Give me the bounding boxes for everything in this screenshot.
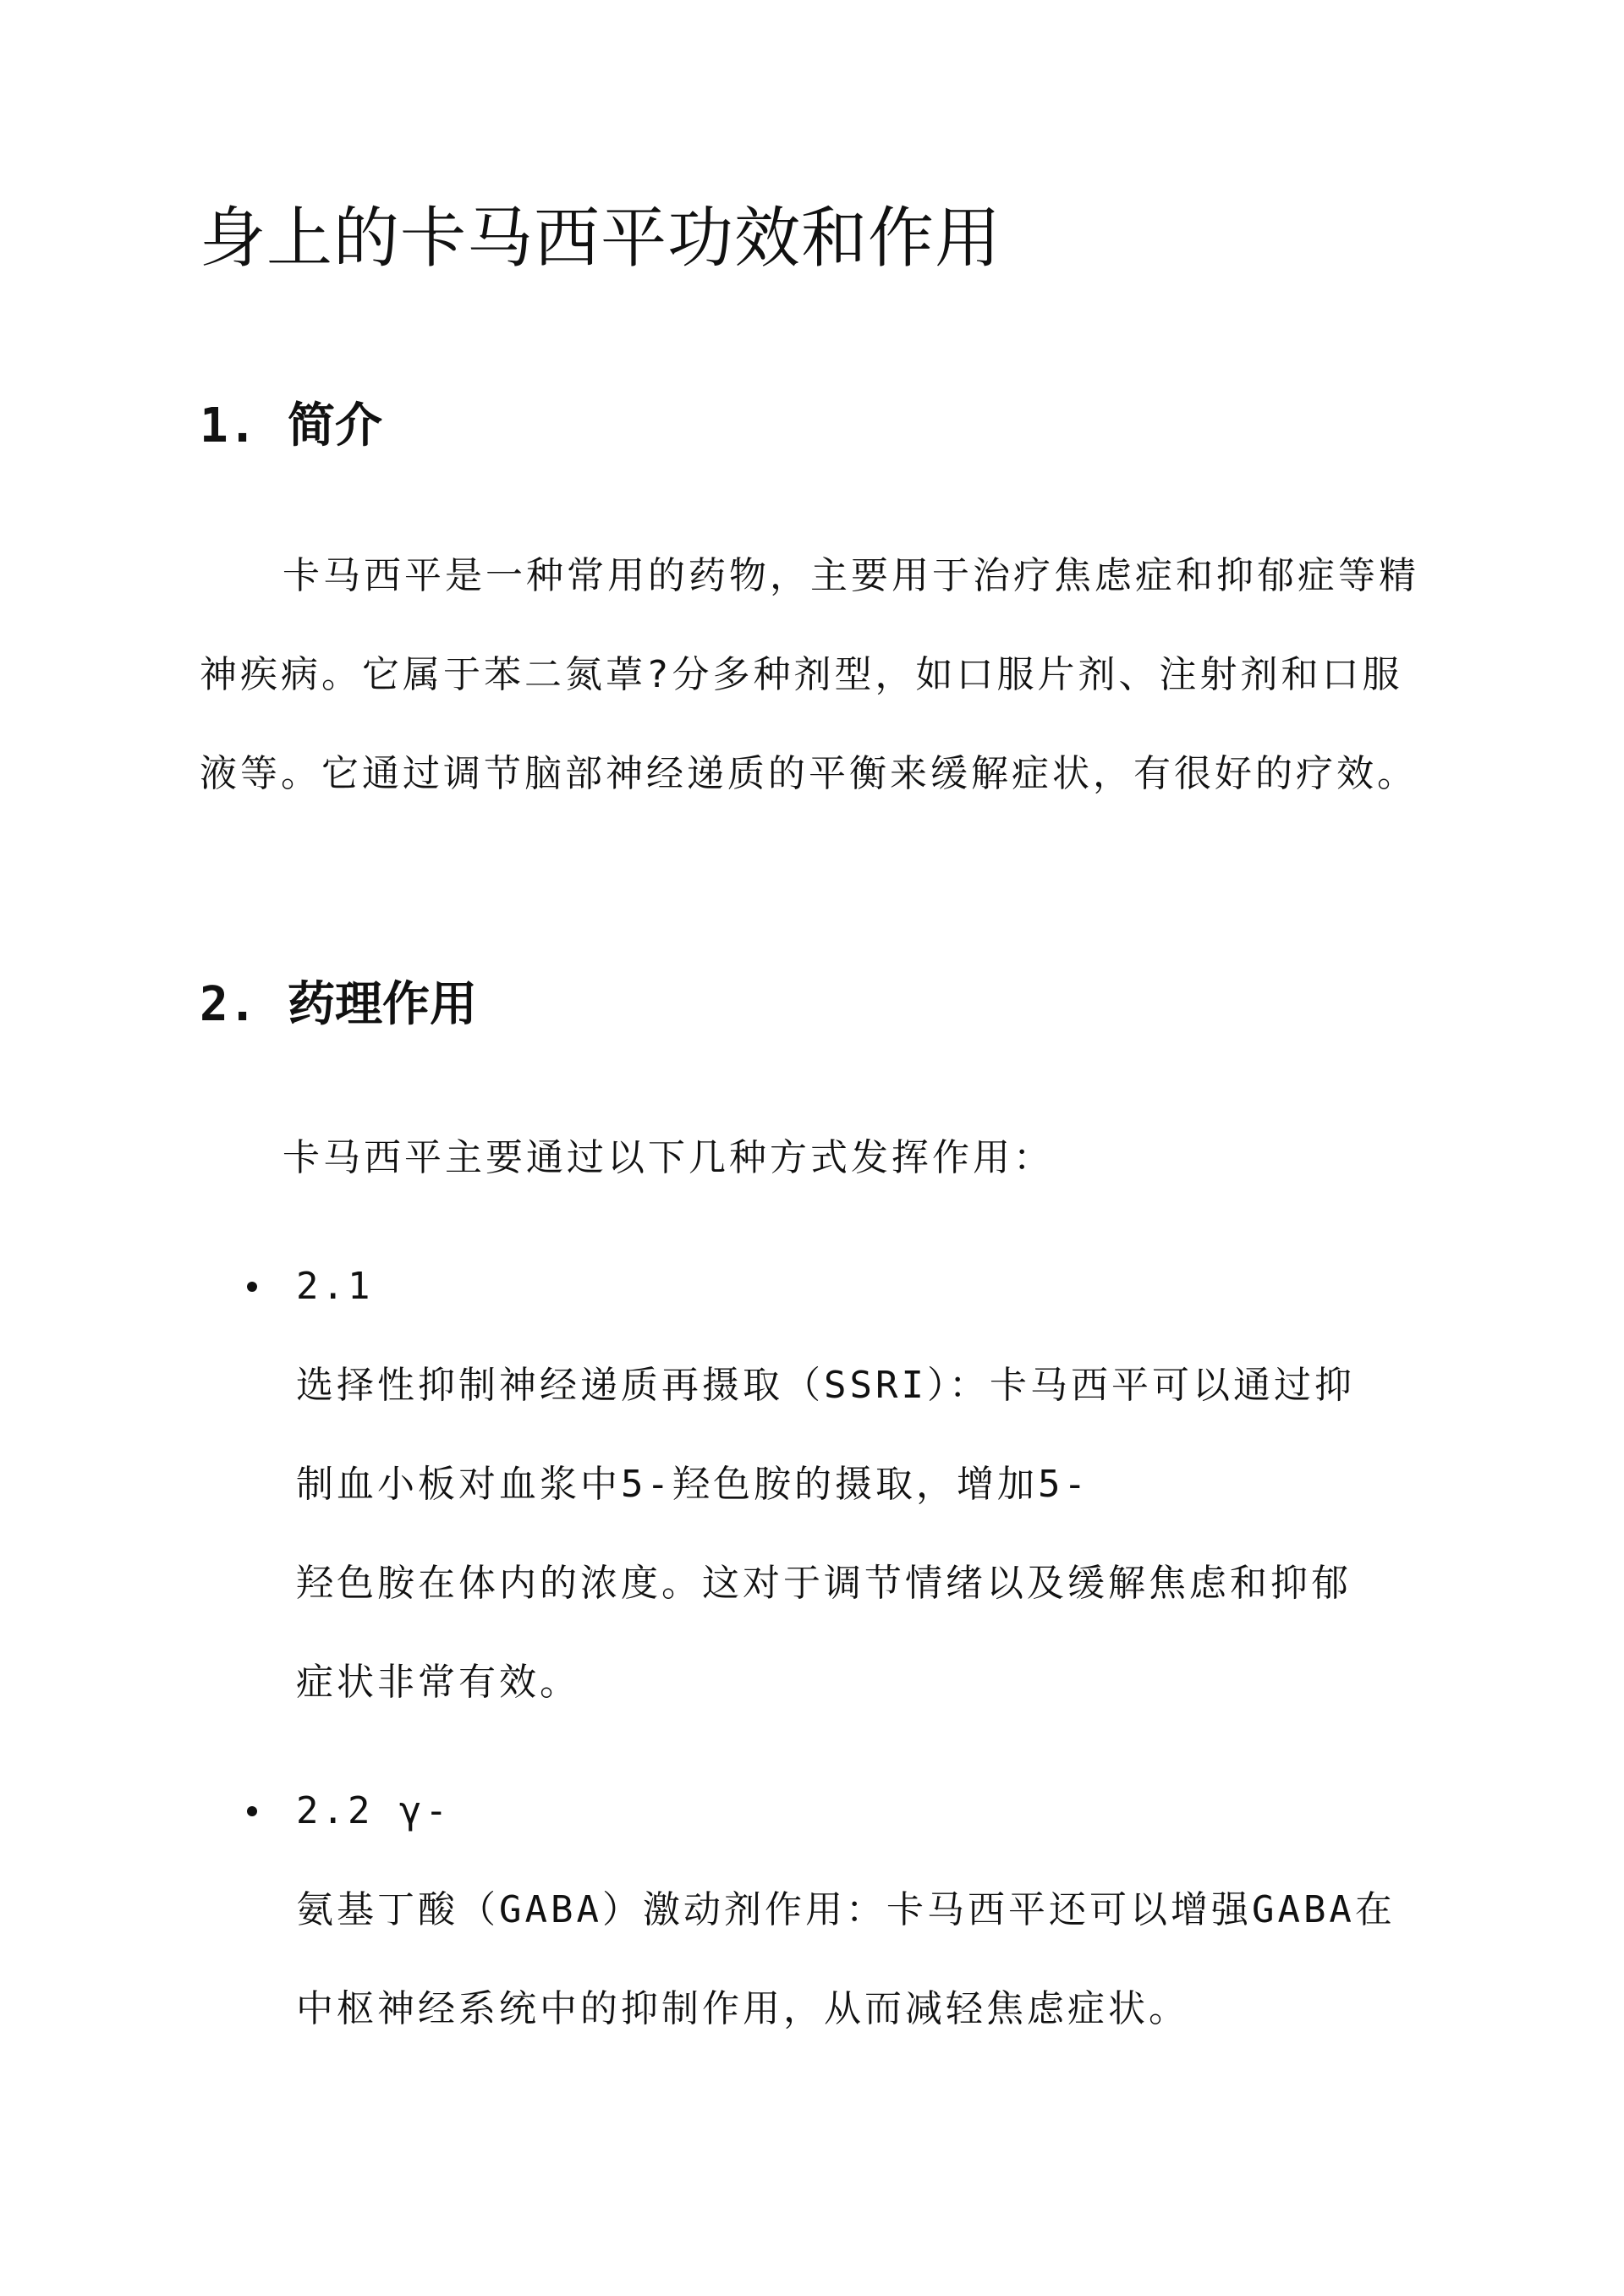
section-title: 药理作用 [288,977,477,1032]
section-heading-pharmacology [200,973,477,1037]
document-title: 身上的卡马西平功效和作用 [200,200,1002,277]
list-item-header [200,1237,1451,1336]
list-item-ssri [200,1237,1451,1732]
list-item-text: 制血小板对血浆中5-羟色胺的摄取，增加5- [296,1463,1089,1506]
list-item-text: 症状非常有效。 [296,1661,580,1704]
bullet-icon [247,1806,257,1816]
bullet-icon [247,1282,257,1292]
list-item-text: 中枢神经系统中的抑制作用，从而减轻焦虑症状。 [296,1987,1189,2030]
list-item-header [200,1761,1451,1860]
section-heading-intro [200,394,382,459]
list-item-label: 2.1 [296,1265,374,1308]
list-item-label: 2.2 γ- [296,1789,451,1832]
list-item-gaba [200,1761,1451,2058]
list-item-text: 羟色胺在体内的浓度。这对于调节情绪以及缓解焦虑和抑郁 [296,1562,1352,1605]
pharmacology-intro: 卡马西平主要通过以下几种方式发挥作用： [283,1136,1054,1179]
section-number: 1. [200,398,257,453]
intro-paragraph: 卡马西平是一种常用的药物，主要用于治疗焦虑症和抑郁症等精神疾病。它属于苯二氮䓬?分多种剂型，如口服片剂、注射剂和口服液等。它通过调节脑部神经递质的平衡来缓解症状，有很好的疗效。 [200,554,1419,795]
section-number: 2. [200,977,257,1032]
list-item-text: 氨基丁酸（GABA）激动剂作用：卡马西平还可以增强GABA在 [296,1888,1396,1931]
list-item-text: 选择性抑制神经递质再摄取（SSRI）：卡马西平可以通过抑 [296,1364,1355,1407]
section-title: 简介 [288,398,382,453]
